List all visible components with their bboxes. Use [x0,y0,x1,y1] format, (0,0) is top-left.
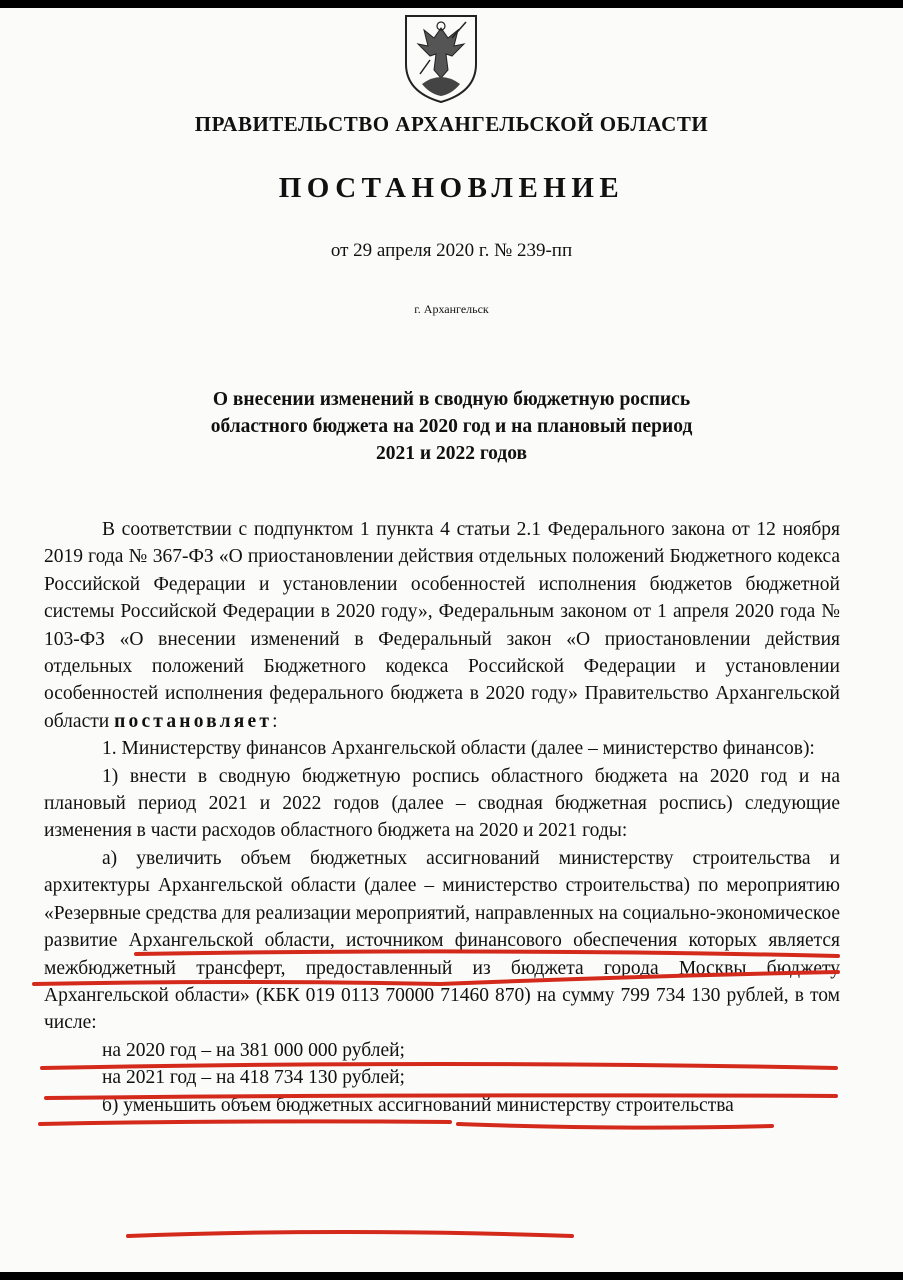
document-type: ПОСТАНОВЛЕНИЕ [278,172,625,204]
item-1-1: 1) внести в сводную бюджетную роспись областного бюджета на 2020 год и на плановый период 2021 и 2022 годов (далее – сводная бюджетная роспись) следующие изменения в части расходов областного бюджета на 2020 и 2021 годы: [44,765,840,842]
underline-mark-6 [458,1124,772,1128]
document-city: г. Архангельск [414,302,489,316]
title-line-2: областного бюджета на 2020 год и на плановый период [210,416,693,437]
document-title [0,386,903,467]
preamble-text: В соответствии с подпунктом 1 пункта 4 статьи 2.1 Федерального закона от 12 ноября 2019 года № 367-ФЗ «О приостановлении действия отдельных положений Бюджетного кодекса Российской Федерации и установлении особенностей исполнения бюджетов бюджетной системы Российской Федерации в 2020 году», Федеральным законом от 1 апреля 2020 года № 103-ФЗ «О внесении изменений в Федеральный закон «О приостановлении действия отдельных положений Бюджетного кодекса Российской Федерации и установлении особенностей исполнения федерального бюджета в 2020 году» Правительство Архангельской области [44,519,840,732]
organization-name: ПРАВИТЕЛЬСТВО АРХАНГЕЛЬСКОЙ ОБЛАСТИ [194,112,709,136]
item-1: 1. Министерству финансов Архангельской области (далее – министерство финансов): [102,738,815,760]
decree-colon: : [272,710,278,732]
title-line-1: О внесении изменений в сводную бюджетную роспись [212,389,691,410]
decree-word: постановляет [114,710,273,732]
underline-mark-5 [40,1121,450,1124]
title-line-3: 2021 и 2022 годов [375,443,528,464]
document-body [44,516,840,1119]
item-year-2020: на 2020 год – на 381 000 000 рублей; [102,1039,405,1061]
underline-mark-7 [128,1232,572,1236]
document-date-number: от 29 апреля 2020 г. № 239-пп [330,240,573,261]
coat-of-arms-icon [400,12,482,104]
document-page [0,8,903,1272]
item-a: а) увеличить объем бюджетных ассигнований министерству строительства и архитектуры Архангельской области (далее – министерство строительства) по мероприятию «Резервные средства для реализации мероприятий, направленных на социально-экономическое развитие Архангельской области, источником финансового обеспечения которых является межбюджетный трансферт, предоставленный из бюджета города Москвы бюджету Архангельской области» (КБК 019 0113 70000 71460 870) на сумму 799 734 130 рублей, в том числе: [44,847,840,1034]
preamble-paragraph [44,516,840,735]
item-year-2021: на 2021 год – на 418 734 130 рублей; [102,1067,405,1089]
item-b: б) уменьшить объем бюджетных ассигнований министерству строительства [102,1094,734,1116]
